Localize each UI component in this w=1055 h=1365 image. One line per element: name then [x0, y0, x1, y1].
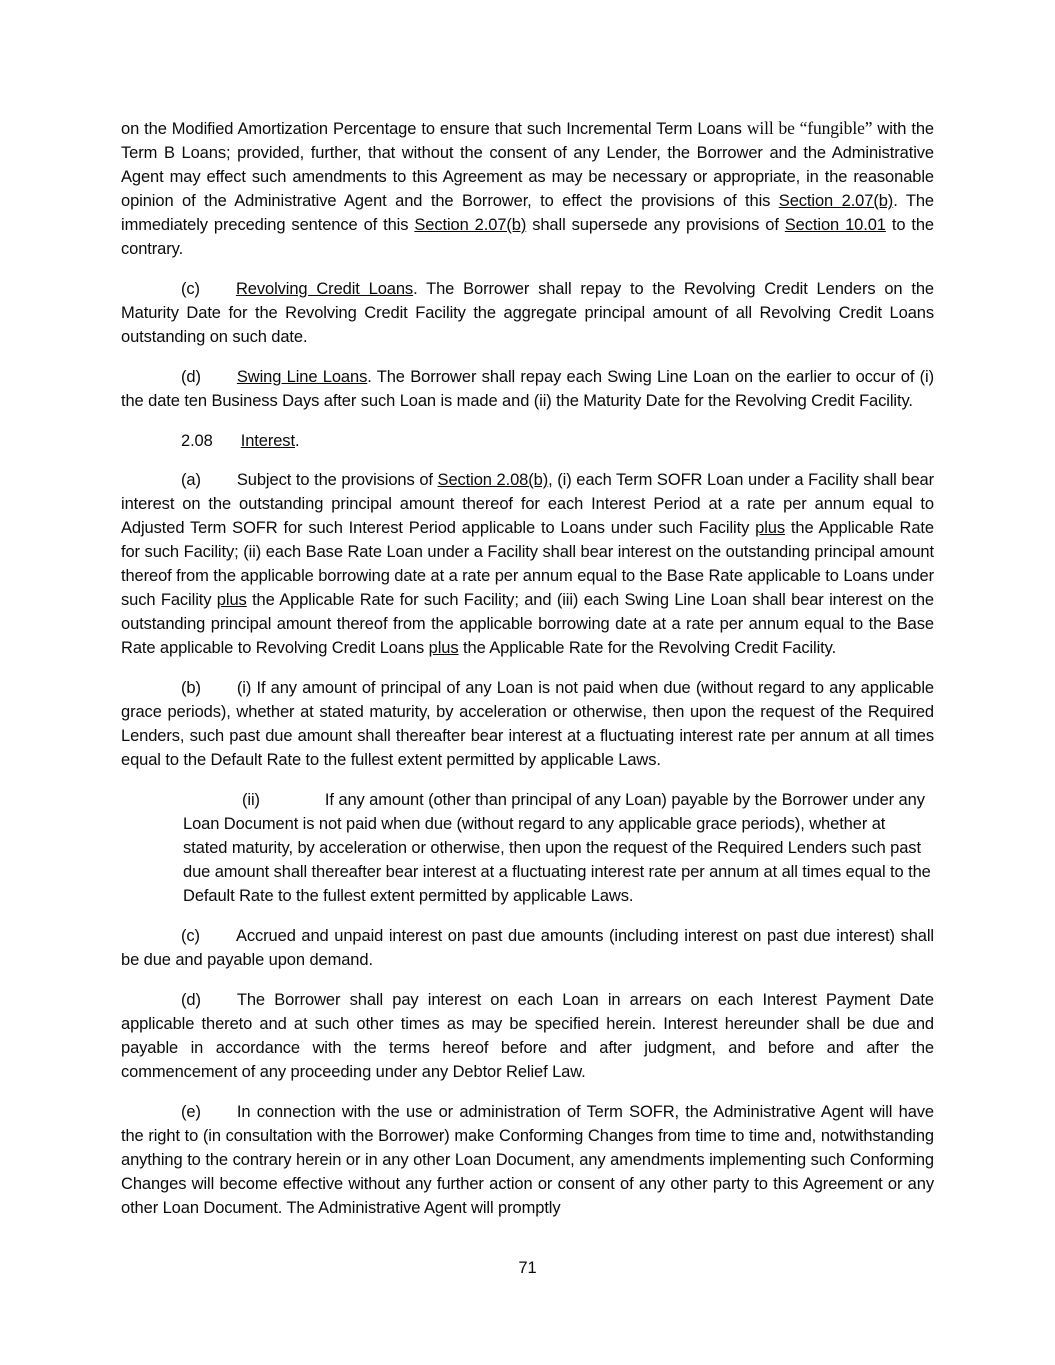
paragraph-e-conforming-changes — [121, 1100, 934, 1220]
body-text: Accrued and unpaid interest on past due amounts (including interest on past due interest) shall be due and payable upon demand. — [121, 927, 934, 969]
section-heading-2-08-interest — [121, 429, 934, 453]
paragraph-c-revolving-credit-loans — [121, 277, 934, 349]
body-text: . The Borrower shall repay to the Revolving Credit Lenders on the Maturity Date for the Revolving Credit Facility the aggregate principal amount of all Revolving Credit Loans outstanding on such date. — [121, 280, 934, 346]
body-text: on the Modified Amortization Percentage to ensure that such Incremental Term Loans — [121, 120, 747, 138]
body-text: . The immediately preceding sentence of this — [121, 192, 935, 234]
underlined-plus: plus — [216, 591, 247, 609]
section-ref-2-08b: Section 2.08(b) — [437, 471, 549, 489]
clause-label: (d) — [181, 991, 201, 1009]
body-text: to the contrary. — [121, 216, 935, 258]
paragraph-a-interest-rates — [121, 468, 934, 660]
underlined-plus: plus — [755, 519, 785, 537]
underlined-plus: plus — [428, 639, 459, 657]
section-title: Interest — [240, 432, 295, 450]
body-text: The Borrower shall pay interest on each Loan in arrears on each Interest Payment Date applicable thereto and at such other times as may be specified herein. Interest hereunder shall be due and payable in accordance with the terms hereof before and after judgment, and before and after the commencement of any proceeding under any Debtor Relief Law. — [121, 991, 934, 1081]
body-text: , (i) each Term SOFR Loan under a Facility shall bear interest on the outstanding principal amount thereof for each Interest Period at a rate per annum equal to Adjusted Term SOFR for such Interest Period applicable to Loans under such Facility — [121, 471, 934, 537]
clause-label: (c) — [181, 280, 200, 298]
paragraph-c-accrued-unpaid-interest — [121, 924, 934, 972]
body-text: the Applicable Rate for the Revolving Credit Facility. — [458, 639, 837, 657]
clause-label: (b) — [181, 679, 201, 697]
body-text: with the Term B Loans; provided, further, that without the consent of any Lender, the Borrower and the Administrative Agent may effect such amendments to this Agreement as may be necessary or appropriate, in the reasonable opinion of the Administrative Agent and the Borrower, to effect the provisions of this — [121, 120, 934, 210]
clause-label: (c) — [181, 927, 200, 945]
paragraph-b-ii-default-interest — [183, 788, 934, 908]
defined-term-swing-line-loans: Swing Line Loans — [236, 368, 368, 386]
paragraph-d-interest-payment-dates — [121, 988, 934, 1084]
body-text: the Applicable Rate for such Facility; (ii) each Base Rate Loan under a Facility shall bear interest on the outstanding principal amount thereof from the applicable borrowing date at a rate per annum equal to the Base Rate applicable to Loans under such Facility — [121, 519, 934, 609]
body-text: If any amount (other than principal of any Loan) payable by the Borrower under any Loan Document is not paid when due (without regard to any applicable grace periods), whether at stated maturity, by acceleration or otherwise, then upon the request of the Required Lenders such past due amount shall thereafter bear interest at a fluctuating interest rate per annum at all times equal to the Default Rate to the fullest extent permitted by applicable Laws. — [183, 791, 931, 905]
body-text: In connection with the use or administration of Term SOFR, the Administrative Agent will have the right to (in consultation with the Borrower) make Conforming Changes from time to time and, notwithstanding anything to the contrary herein or in any other Loan Document, any amendments implementing such Conforming Changes will become effective without any further action or consent of any other party to this Agreement or any other Loan Document. The Administrative Agent will promptly — [121, 1103, 934, 1217]
defined-term-revolving-credit-loans: Revolving Credit Loans — [235, 280, 414, 298]
body-text: the Applicable Rate for such Facility; and (iii) each Swing Line Loan shall bear interest on the outstanding principal amount thereof from the applicable borrowing date at a rate per annum equal to the Base Rate applicable to Revolving Credit Loans — [121, 591, 934, 657]
body-text: . The Borrower shall repay each Swing Line Loan on the earlier to occur of (i) the date ten Business Days after such Loan is made and (ii) the Maturity Date for the Revolving Credit Facility. — [121, 368, 934, 410]
body-text: Subject to the provisions of — [236, 471, 438, 489]
section-ref-2-07b: Section 2.07(b) — [778, 192, 894, 210]
page-number: 71 — [518, 1259, 537, 1277]
section-number: 2.08 — [181, 432, 213, 450]
paragraph-b-i-default-interest — [121, 676, 934, 772]
clause-label: (a) — [181, 471, 201, 489]
body-text-serif-fungible: will be “fungible” — [746, 118, 873, 138]
section-ref-10-01: Section 10.01 — [784, 216, 886, 234]
clause-label: (d) — [181, 368, 201, 386]
clause-label: (e) — [181, 1103, 201, 1121]
paragraph-d-swing-line-loans — [121, 365, 934, 413]
body-text: (i) If any amount of principal of any Loan is not paid when due (without regard to any applicable grace periods), whether at stated maturity, by acceleration or otherwise, then upon the request of the Required Lenders, such past due amount shall thereafter bear interest at a fluctuating interest rate per annum at all times equal to the Default Rate to the fullest extent permitted by applicable Laws. — [121, 679, 934, 769]
section-ref-2-07b: Section 2.07(b) — [414, 216, 527, 234]
body-text: shall supersede any provisions of — [526, 216, 785, 234]
section-title-period: . — [294, 432, 300, 450]
paragraph-continuation — [121, 116, 934, 261]
clause-label: (ii) — [242, 791, 260, 809]
